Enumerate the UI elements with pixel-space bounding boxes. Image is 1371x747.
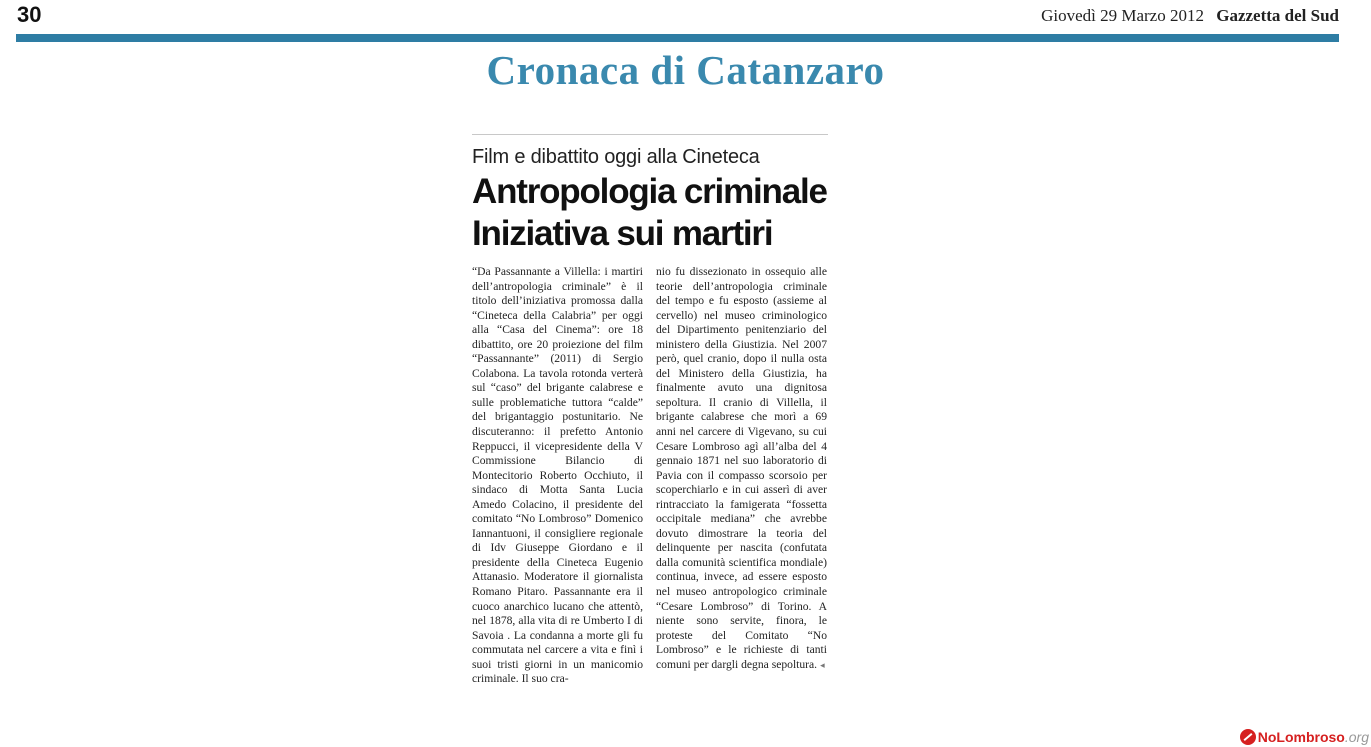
article-kicker: Film e dibattito oggi alla Cineteca xyxy=(472,146,760,168)
watermark-lombroso: Lombroso xyxy=(1276,729,1345,745)
article-column-2-text: nio fu dissezionato in ossequio alle teorie dell’antropologia criminale del tempo e fu esposto (assieme al cervello) nel museo criminologico del Dipartimento penitenziario del ministero della Giustizia. Nel 2007 però, quel cranio, dopo il nulla osta del Ministero della Giustizia, ha finalmente avuto una dignitosa sepoltura. Il cranio di Villella, il brigante calabrese che morì a 69 anni nel carcere di Vigevano, su cui Cesare Lombroso agì all’alba del 4 gennaio 1871 nel suo laboratorio di Pavia con il compasso scorsoio per scoperchiarlo e in cui asserì di aver rintracciato la famigerata “fossetta occipitale mediana” che avrebbe dovuto dimostrare la teoria del delinquente per nascita (confutata dalla comunità scientifica mondiale) continua, invece, ad essere esposto nel museo antropologico criminale “Cesare Lombroso” di Torino. A niente sono servite, finora, le proteste del Comitato “No Lombroso” e le richieste di tanti comuni per dargli degna sepoltura. xyxy=(656,265,827,671)
headline-line-2: Iniziativa sui martiri xyxy=(472,214,773,253)
watermark-org: .org xyxy=(1344,729,1369,745)
article-headline xyxy=(472,171,828,255)
no-symbol-icon xyxy=(1240,729,1256,745)
headline-line-1: Antropologia criminale xyxy=(472,172,827,211)
section-title: Cronaca di Catanzaro xyxy=(486,47,885,93)
header-rule xyxy=(16,34,1339,42)
watermark-no: No xyxy=(1257,729,1277,745)
issue-date: Giovedì 29 Marzo 2012 xyxy=(1041,6,1204,25)
watermark-logo xyxy=(1240,729,1369,745)
article-top-rule xyxy=(472,134,828,135)
article-header xyxy=(472,134,828,255)
end-mark-icon: ◂ xyxy=(820,659,825,670)
article-column-2 xyxy=(656,265,827,672)
article-column-1: “Da Passannante a Villella: i martiri dell’antropologia criminale” è il titolo dell’iniziativa promossa dalla “Cineteca della Calabria” per oggi alla “Casa del Cinema”: ore 18 dibattito, ore 20 proiezione del film “Passannante” (2011) di Sergio Colabona. La tavola rotonda verterà sul “caso” del brigante calabrese e sulle problematiche tuttora “calde” del brigantaggio postunitario. Ne discuteranno: il prefetto Antonio Reppucci, il vicepresidente della V Commissione Bilancio di Montecitorio Roberto Occhiuto, il sindaco di Motta Santa Lucia Amedo Colacino, il presidente del comitato “No Lombroso” Domenico Iannantuoni, il consigliere regionale di Idv Giuseppe Giordano e il presidente della Cineteca Eugenio Attanasio. Moderatore il giornalista Romano Pitaro. Passannante era il cuoco anarchico lucano che attentò, nel 1878, alla vita di re Umberto I di Savoia . La condanna a morte gli fu commutata nel carcere a vita e finì i suoi tristi giorni in un manicomio criminale. Il suo cra- xyxy=(472,265,643,686)
newspaper-name: Gazzetta del Sud xyxy=(1216,6,1339,25)
page-header-info xyxy=(1041,6,1339,26)
page-number: 30 xyxy=(17,2,42,27)
